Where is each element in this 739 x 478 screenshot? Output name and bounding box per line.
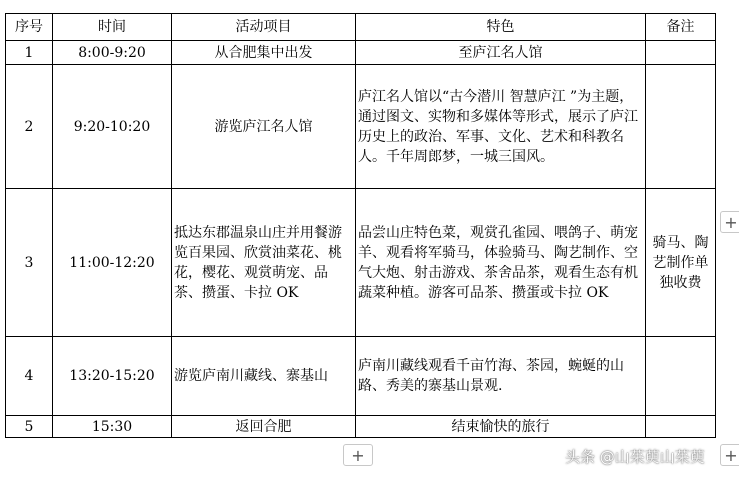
header-activity: 活动项目 bbox=[172, 14, 356, 41]
row-no: 4 bbox=[6, 337, 53, 416]
row-feature: 结束愉快的旅行 bbox=[356, 416, 646, 438]
add-column-button[interactable] bbox=[720, 211, 739, 233]
table-row bbox=[6, 41, 716, 65]
row-note bbox=[646, 337, 716, 416]
row-time: 13:20-15:20 bbox=[53, 337, 172, 416]
row-feature: 品尝山庄特色菜，观赏孔雀园、喂鸽子、萌宠羊、观看将军骑马，体验骑马、陶艺制作、空气大炮、射击游戏、茶舍品茶，观看生态有机蔬菜种植。游客可品茶、攒蛋或卡拉 OK bbox=[356, 189, 646, 337]
table-row bbox=[6, 65, 716, 189]
row-note bbox=[646, 41, 716, 65]
row-activity: 抵达东郡温泉山庄并用餐游览百果园、欣赏油菜花、桃花，樱花、观赏萌宠、品茶、攒蛋、卡拉 OK bbox=[172, 189, 356, 337]
row-time: 9:20-10:20 bbox=[53, 65, 172, 189]
plus-icon: + bbox=[351, 445, 365, 465]
row-activity: 返回合肥 bbox=[172, 416, 356, 438]
add-row-button[interactable] bbox=[343, 444, 373, 466]
table-row bbox=[6, 189, 716, 337]
table-header-row bbox=[6, 14, 716, 41]
row-activity: 从合肥集中出发 bbox=[172, 41, 356, 65]
row-no: 1 bbox=[6, 41, 53, 65]
row-time: 8:00-9:20 bbox=[53, 41, 172, 65]
row-time: 15:30 bbox=[53, 416, 172, 438]
table-row bbox=[6, 416, 716, 438]
watermark-text: 头条 @山茱萸山茱萸 bbox=[565, 448, 705, 466]
row-no: 5 bbox=[6, 416, 53, 438]
header-time: 时间 bbox=[53, 14, 172, 41]
row-activity: 游览庐江名人馆 bbox=[172, 65, 356, 189]
row-note: 骑马、陶艺制作单独收费 bbox=[646, 189, 716, 337]
row-activity: 游览庐南川藏线、寨基山 bbox=[172, 337, 356, 416]
row-no: 3 bbox=[6, 189, 53, 337]
row-no: 2 bbox=[6, 65, 53, 189]
row-time: 11:00-12:20 bbox=[53, 189, 172, 337]
row-feature: 至庐江名人馆 bbox=[356, 41, 646, 65]
add-corner-button[interactable] bbox=[720, 444, 739, 466]
plus-icon: + bbox=[724, 445, 738, 465]
plus-icon: + bbox=[724, 212, 738, 232]
header-no: 序号 bbox=[6, 14, 53, 41]
row-feature: 庐江名人馆以“古今潜川 智慧庐江 ”为主题，通过图文、实物和多媒体等形式，展示了庐江历史上的政治、军事、文化、艺术和科教名人。千年周郎梦，一城三国风。 bbox=[356, 65, 646, 189]
header-feature: 特色 bbox=[356, 14, 646, 41]
header-note: 备注 bbox=[646, 14, 716, 41]
row-note bbox=[646, 416, 716, 438]
row-note bbox=[646, 65, 716, 189]
table-row bbox=[6, 337, 716, 416]
row-feature: 庐南川藏线观看千亩竹海、茶园，蜿蜒的山路、秀美的寨基山景观. bbox=[356, 337, 646, 416]
itinerary-table bbox=[5, 13, 716, 438]
